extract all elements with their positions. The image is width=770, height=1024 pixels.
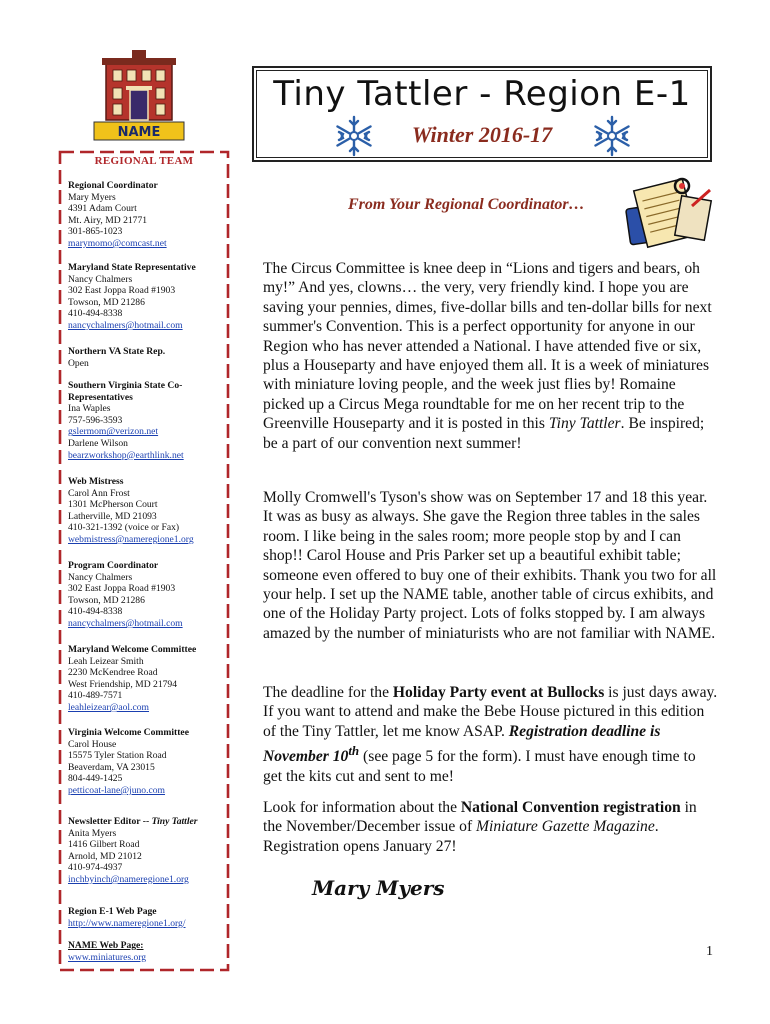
team-entry: NAME Web Page: www.miniatures.org — [68, 940, 228, 963]
paragraph-2: Molly Cromwell's Tyson's show was on September 17 and 18 this year. It was as busy as always. She gave the Region three tables in the sales room. I like being in the sales room; more people stop by and I can shop!! Carol House and Pris Parker set up a beautiful exhibit table; someone even offered to buy one of their exhibits. Thank you two for all your help. I set up the NAME table, another table of circus exhibits, and one of the Holiday Party project. Lots of folks stopped by. I am always amazed by the number of miniaturists who are not familiar with NAME. — [263, 489, 717, 642]
email-link[interactable]: nancychalmers@hotmail.com — [68, 617, 183, 629]
snowflake-icon — [332, 114, 376, 158]
team-entry: Northern VA State Rep. Open — [68, 346, 166, 369]
team-entry: Program Coordinator Nancy Chalmers 302 East Joppa Road #1903 Towson, MD 21286 410-494-8338 nancychalmers@hotmail.com — [68, 560, 228, 630]
team-entry: Maryland Welcome Committee Leah Leizear Smith 2230 McKendree Road West Friendship, MD 21794 410-489-7571 leahleizear@aol.com — [68, 644, 228, 714]
paragraph-4: Look for information about the National Convention registration in the November/December issue of Miniature Gazette Magazine. Registration opens January 27! — [263, 799, 697, 855]
issue-subtitle: Winter 2016-17 — [411, 122, 553, 147]
team-entry: Maryland State Representative Nancy Chalmers 302 East Joppa Road #1903 Towson, MD 21286 410-494-8338 nancychalmers@hotmail.com — [68, 262, 228, 332]
snowflake-icon — [590, 114, 634, 158]
newsletter-title: Tiny Tattler - Region E-1 — [273, 74, 691, 114]
email-link[interactable]: webmistress@nameregione1.org — [68, 533, 194, 545]
team-entry: Virginia Welcome Committee Carol House 15575 Tyler Station Road Beaverdam, VA 23015 804-449-1425 petticoat-lane@juno.com — [68, 727, 228, 797]
name-logo — [88, 50, 190, 150]
email-link[interactable]: nancychalmers@hotmail.com — [68, 319, 183, 331]
email-link[interactable]: leahleizear@aol.com — [68, 701, 150, 713]
regional-team-sidebar — [58, 150, 230, 972]
email-link[interactable]: bearzworkshop@earthlink.net — [68, 449, 184, 461]
web-link[interactable]: www.miniatures.org — [68, 951, 147, 963]
email-link[interactable]: gslermom@verizon.net — [68, 426, 159, 438]
team-entry: Southern Virginia State Co-Representatives Ina Waples 757-596-3593 gslermom@verizon.net Darlene Wilson bearzworkshop@earthlink.net — [68, 380, 228, 461]
title-box — [252, 66, 712, 162]
sidebar-heading: REGIONAL TEAM — [94, 155, 194, 167]
team-entry: Web Mistress Carol Ann Frost 1301 McPherson Court Latherville, MD 21093 410-321-1392 (voice or Fax) webmistress@nameregione1.org — [68, 476, 228, 546]
team-entry: Regional Coordinator Mary Myers 4391 Adam Court Mt. Airy, MD 21771 301-865-1023 marymomo@comcast.net — [68, 180, 228, 250]
email-link[interactable]: marymomo@comcast.net — [68, 237, 167, 249]
paragraph-1: The Circus Committee is knee deep in “Lions and tigers and bears, oh my!” And yes, clowns… the very, very friendly kind. I hope you are saving your pennies, dimes, five-dollar bills and ten-dollar bills for next summer's Convention. This is a perfect opportunity for anyone in our Region who has never attended a National. I have attended five or six, plus a Houseparty and have enjoyed them all. It is a week of miniatures with miniature loving people, and the week just flies by! Romaine picked up a Circus Mega roundtable for me on her recent trip to the Greenville Houseparty and it is posted in this Tiny Tattler. Be inspired; be a part of our convention next summer! — [263, 260, 712, 452]
logo-text: NAME — [117, 125, 161, 140]
page-number: 1 — [706, 944, 713, 959]
team-entry: Newsletter Editor -- Tiny Tattler Anita Myers 1416 Gilbert Road Arnold, MD 21012 410-974-4937 inchbyinch@nameregione1.org — [68, 816, 228, 886]
paragraph-3: The deadline for the Holiday Party event at Bullocks is just days away. If you want to attend and make the Bebe House pictured in this edition of the Tiny Tattler, let me know ASAP. Registration deadline is November 10th (see page 5 for the form). I must have enough time to get the kits cut and sent to me! — [263, 684, 718, 785]
article-heading: From Your Regional Coordinator… — [348, 196, 585, 213]
email-link[interactable]: inchbyinch@nameregione1.org — [68, 873, 189, 885]
web-link[interactable]: http://www.nameregione1.org/ — [68, 917, 186, 929]
email-link[interactable]: petticoat-lane@juno.com — [68, 784, 166, 796]
team-entry: Region E-1 Web Page http://www.nameregione1.org/ — [68, 906, 228, 929]
clipboard-clipart — [620, 176, 718, 252]
signature: Mary Myers — [312, 876, 445, 900]
